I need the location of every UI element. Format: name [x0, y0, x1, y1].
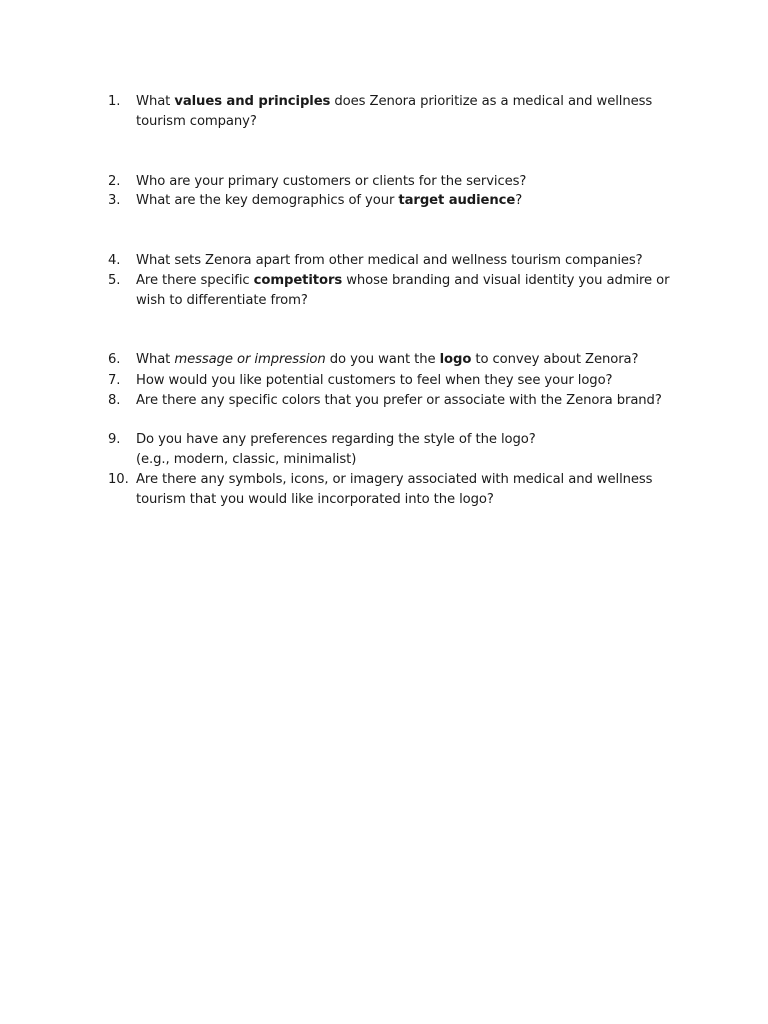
question-number: 4. [108, 253, 121, 268]
question-number: 1. [108, 94, 121, 109]
question-text: Are there specific competitors whose branding and visual identity you admire or wish to differentiate from? [136, 273, 670, 308]
question-3 [108, 191, 688, 211]
question-text: How would you like potential customers to feel when they see your logo? [136, 373, 613, 388]
question-text: Do you have any preferences regarding the style of the logo? (e.g., modern, classic, minimalist) [136, 432, 536, 467]
question-number: 10. [108, 472, 129, 487]
question-text: What sets Zenora apart from other medical and wellness tourism companies? [136, 253, 643, 268]
question-number: 2. [108, 174, 121, 189]
question-6 [108, 350, 688, 370]
question-number: 3. [108, 193, 121, 208]
question-text: What values and principles does Zenora prioritize as a medical and wellness tourism company? [136, 94, 653, 129]
question-9 [108, 430, 688, 470]
question-1 [108, 92, 688, 132]
question-5 [108, 271, 688, 311]
question-number: 5. [108, 273, 121, 288]
question-2 [108, 172, 688, 192]
question-8 [108, 391, 688, 411]
emphasis-bold: competitors [253, 273, 343, 288]
question-text: What message or impression do you want the logo to convey about Zenora? [136, 352, 639, 367]
question-text: Are there any specific colors that you prefer or associate with the Zenora brand? [136, 393, 662, 408]
question-4 [108, 251, 688, 271]
emphasis-bold: values and principles [174, 94, 331, 109]
question-7 [108, 371, 688, 391]
emphasis-bold: target audience [398, 193, 516, 208]
question-text: What are the key demographics of your target audience? [136, 193, 523, 208]
question-text: Are there any symbols, icons, or imagery associated with medical and wellness tourism that you would like incorporated into the logo? [136, 472, 653, 507]
question-number: 6. [108, 352, 121, 367]
question-number: 9. [108, 432, 121, 447]
emphasis-italic: message or impression [174, 352, 326, 367]
question-number: 8. [108, 393, 121, 408]
emphasis-bold: logo [439, 352, 472, 367]
question-number: 7. [108, 373, 121, 388]
question-text: Who are your primary customers or clients for the services? [136, 174, 527, 189]
question-10 [108, 470, 688, 510]
